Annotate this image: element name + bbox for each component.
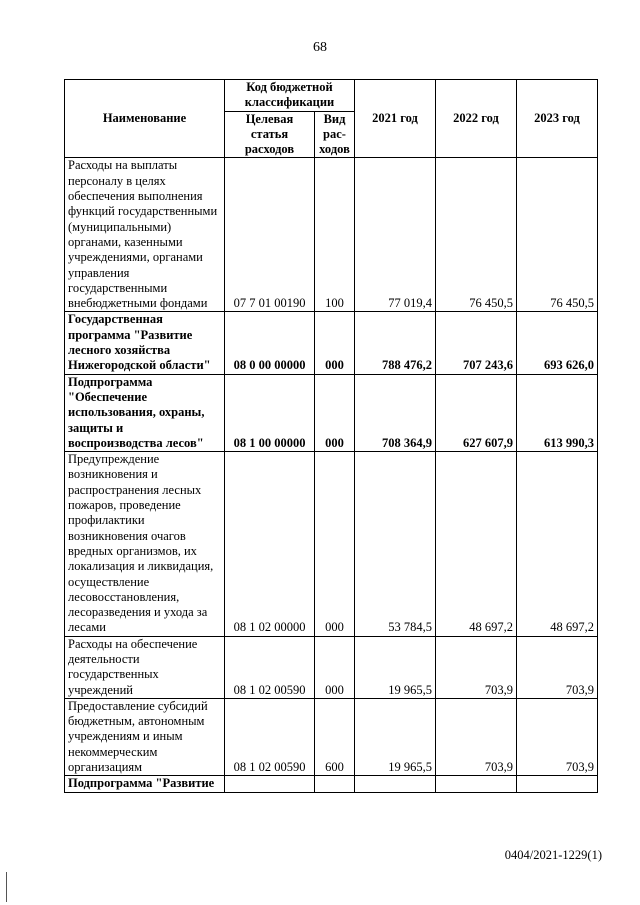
budget-table [64, 79, 598, 793]
row-target-article: 08 0 00 00000 [225, 312, 315, 374]
row-value-2023: 48 697,2 [517, 452, 598, 637]
row-value-2022: 707 243,6 [436, 312, 517, 374]
row-value-2022: 76 450,5 [436, 158, 517, 312]
header-2023: 2023 год [517, 80, 598, 158]
row-name: Государственная программа "Развитие лесного хозяйства Нижегородской области" [65, 312, 225, 374]
row-value-2021: 788 476,2 [355, 312, 436, 374]
row-value-2021: 77 019,4 [355, 158, 436, 312]
row-name: Подпрограмма "Развитие [65, 776, 225, 792]
table-row [65, 636, 598, 698]
row-value-2022: 48 697,2 [436, 452, 517, 637]
row-value-2022: 703,9 [436, 698, 517, 775]
page-number: 68 [313, 40, 327, 55]
header-kbk-group: Код бюджетной классификации [225, 80, 355, 112]
header-target-article: Целевая статья расходов [225, 111, 315, 158]
row-value-2021: 19 965,5 [355, 698, 436, 775]
row-value-2023: 703,9 [517, 698, 598, 775]
table-row [65, 312, 598, 374]
header-2022: 2022 год [436, 80, 517, 158]
row-expense-type: 000 [315, 636, 355, 698]
document-number: 0404/2021-1229(1) [504, 848, 602, 862]
row-target-article: 08 1 02 00000 [225, 452, 315, 637]
row-value-2022: 703,9 [436, 636, 517, 698]
row-expense-type: 100 [315, 158, 355, 312]
row-target-article [225, 776, 315, 792]
table-row [65, 374, 598, 451]
row-expense-type [315, 776, 355, 792]
margin-mark [6, 872, 7, 902]
row-target-article: 08 1 02 00590 [225, 636, 315, 698]
table-row [65, 776, 598, 792]
row-value-2021 [355, 776, 436, 792]
row-name: Предоставление субсидий бюджетным, автономным учреждениям и иным некоммерческим организациям [65, 698, 225, 775]
row-expense-type: 000 [315, 312, 355, 374]
header-2021: 2021 год [355, 80, 436, 158]
table-row [65, 698, 598, 775]
row-name: Подпрограмма "Обеспечение использования, охраны, защиты и воспроизводства лесов" [65, 374, 225, 451]
row-expense-type: 000 [315, 452, 355, 637]
table-row [65, 452, 598, 637]
row-value-2021: 53 784,5 [355, 452, 436, 637]
header-expense-type: Вид рас-ходов [315, 111, 355, 158]
row-value-2023: 613 990,3 [517, 374, 598, 451]
row-name: Предупреждение возникновения и распространения лесных пожаров, проведение профилактики возникновения очагов вредных организмов, их локализация и ликвидация, осуществление лесовосстановления, лесоразведения и ухода за лесами [65, 452, 225, 637]
table-row [65, 158, 598, 312]
row-value-2023: 703,9 [517, 636, 598, 698]
row-name: Расходы на выплаты персоналу в целях обеспечения выполнения функций государственными (муниципальными) органами, казенными учреждениями, органами управления государственными внебюджетными фондами [65, 158, 225, 312]
header-name: Наименование [65, 80, 225, 158]
row-value-2021: 19 965,5 [355, 636, 436, 698]
row-value-2023 [517, 776, 598, 792]
row-value-2023: 693 626,0 [517, 312, 598, 374]
row-expense-type: 600 [315, 698, 355, 775]
row-value-2023: 76 450,5 [517, 158, 598, 312]
row-target-article: 07 7 01 00190 [225, 158, 315, 312]
row-target-article: 08 1 00 00000 [225, 374, 315, 451]
row-expense-type: 000 [315, 374, 355, 451]
row-value-2022: 627 607,9 [436, 374, 517, 451]
row-name: Расходы на обеспечение деятельности государственных учреждений [65, 636, 225, 698]
row-value-2021: 708 364,9 [355, 374, 436, 451]
row-target-article: 08 1 02 00590 [225, 698, 315, 775]
row-value-2022 [436, 776, 517, 792]
